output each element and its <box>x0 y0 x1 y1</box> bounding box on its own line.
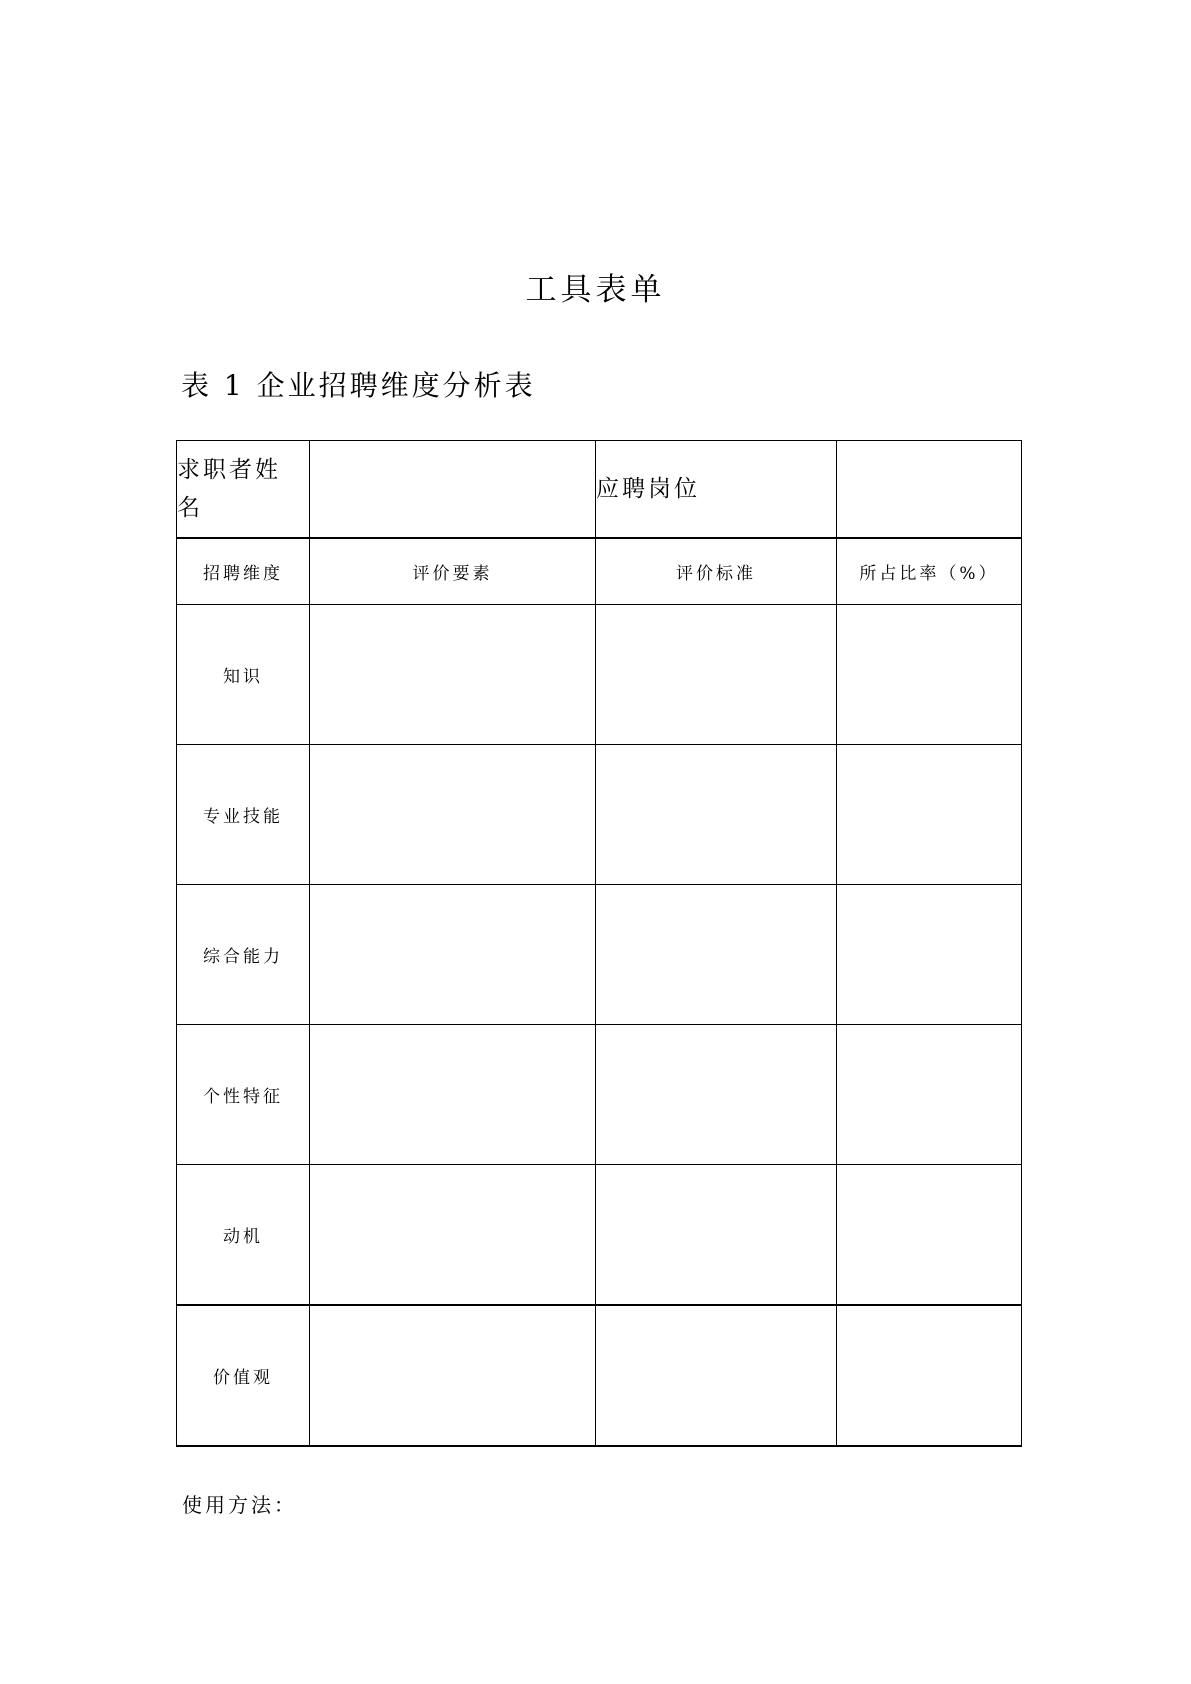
factors-field[interactable] <box>310 1165 596 1306</box>
table-row <box>177 1305 1022 1446</box>
table-row <box>177 1165 1022 1306</box>
table-row <box>177 1025 1022 1165</box>
factors-field[interactable] <box>310 1025 596 1165</box>
ratio-field[interactable] <box>837 1305 1022 1446</box>
standard-field[interactable] <box>596 1305 837 1446</box>
position-field[interactable] <box>837 441 1022 539</box>
applicant-name-label-cell <box>177 441 310 539</box>
ratio-field[interactable] <box>837 745 1022 885</box>
table-row <box>177 745 1022 885</box>
ratio-field[interactable] <box>837 1165 1022 1306</box>
ratio-field[interactable] <box>837 1025 1022 1165</box>
dimension-cell: 综合能力 <box>177 885 310 1025</box>
document-title: 工具表单 <box>525 272 666 308</box>
table-caption: 表 1 企业招聘维度分析表 <box>181 369 536 402</box>
ratio-field[interactable] <box>837 605 1022 745</box>
standard-field[interactable] <box>596 605 837 745</box>
header-dimension: 招聘维度 <box>177 538 310 605</box>
dimension-cell: 知识 <box>177 605 310 745</box>
applicant-name-label: 求职者姓名 <box>177 457 281 521</box>
usage-instructions-label: 使用方法： <box>182 1493 297 1517</box>
header-standard: 评价标准 <box>596 538 837 605</box>
standard-field[interactable] <box>596 885 837 1025</box>
dimension-cell: 个性特征 <box>177 1025 310 1165</box>
table-row <box>177 605 1022 745</box>
factors-field[interactable] <box>310 745 596 885</box>
standard-field[interactable] <box>596 1025 837 1165</box>
dimension-cell: 专业技能 <box>177 745 310 885</box>
table-header-row <box>177 538 1022 605</box>
header-factors: 评价要素 <box>310 538 596 605</box>
factors-field[interactable] <box>310 885 596 1025</box>
dimension-cell: 价值观 <box>177 1305 310 1446</box>
position-label: 应聘岗位 <box>596 441 837 539</box>
table-row <box>177 885 1022 1025</box>
factors-field[interactable] <box>310 605 596 745</box>
ratio-field[interactable] <box>837 885 1022 1025</box>
standard-field[interactable] <box>596 745 837 885</box>
applicant-name-field[interactable] <box>310 441 596 539</box>
header-ratio: 所占比率（%） <box>837 538 1022 605</box>
standard-field[interactable] <box>596 1165 837 1306</box>
factors-field[interactable] <box>310 1305 596 1446</box>
recruitment-dimension-table <box>176 440 1022 1447</box>
dimension-cell: 动机 <box>177 1165 310 1306</box>
applicant-info-row <box>177 441 1022 539</box>
